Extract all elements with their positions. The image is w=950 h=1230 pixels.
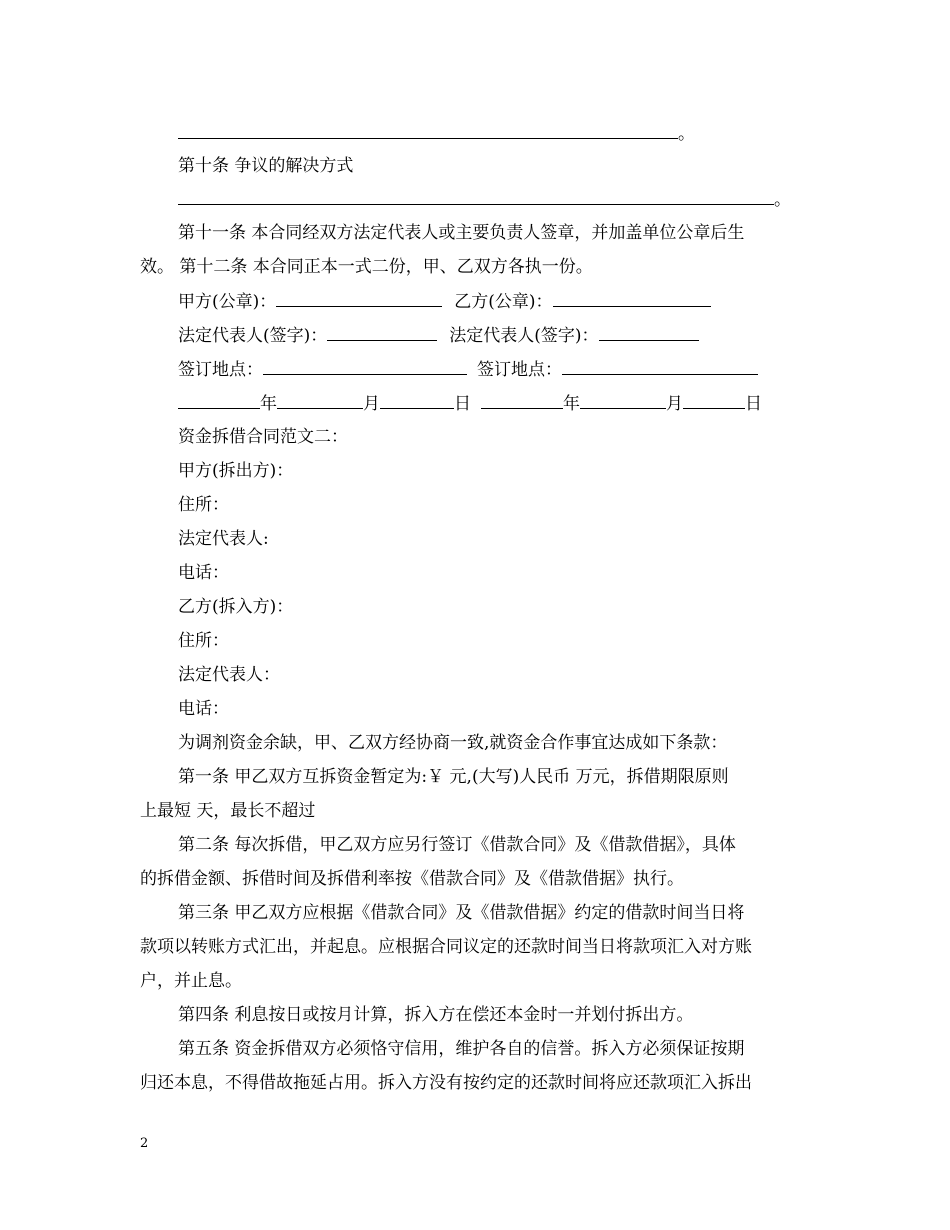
month-b-blank xyxy=(580,392,666,409)
article-2-line2: 的拆借金额、拆借时间及拆借利率按《借款合同》及《借款借据》执行。 xyxy=(140,869,684,889)
rep-b-label: 法定代表人(签字)： xyxy=(449,326,599,346)
party-b-seal-label: 乙方(公章)： xyxy=(454,292,553,312)
rep-a-label: 法定代表人(签字)： xyxy=(178,326,328,346)
blank-underline xyxy=(178,188,774,205)
party-b-borrower: 乙方(拆入方)： xyxy=(178,597,294,617)
party-a-seal-blank xyxy=(276,290,442,307)
article-10-end: 。 xyxy=(774,190,791,210)
phone-a: 电话： xyxy=(178,563,229,583)
party-b-seal-blank xyxy=(553,290,711,307)
article-11-line1: 第十一条 本合同经双方法定代表人或主要负责人签章，并加盖单位公章后生 xyxy=(178,223,745,243)
month-a-label: 月 xyxy=(363,394,380,414)
party-a-seal-label: 甲方(公章)： xyxy=(178,292,277,312)
article-1-line1: 第一条 甲乙双方互拆资金暂定为:￥ 元,(大写)人民币 万元，拆借期限原则 xyxy=(178,767,729,787)
article-3-line1: 第三条 甲乙双方应根据《借款合同》及《借款借据》约定的借款时间当日将 xyxy=(178,903,745,923)
article-1-line2: 上最短 天，最长不超过 xyxy=(140,801,316,821)
article-11-line2: 效。 第十二条 本合同正本一式二份，甲、乙双方各执一份。 xyxy=(140,257,593,277)
blank-underline xyxy=(178,122,678,139)
year-a-label: 年 xyxy=(260,394,277,414)
article-2-line1: 第二条 每次拆借，甲乙双方应另行签订《借款合同》及《借款借据》，具体 xyxy=(178,835,736,855)
blank-line-top xyxy=(178,122,695,145)
place-b-label: 签订地点： xyxy=(477,360,562,380)
rep-row xyxy=(178,324,699,347)
rep-a: 法定代表人: xyxy=(178,529,269,549)
day-b-label: 日 xyxy=(745,394,762,414)
article-4: 第四条 利息按日或按月计算，拆入方在偿还本金时一并划付拆出方。 xyxy=(178,1005,694,1025)
year-b-blank xyxy=(481,392,563,409)
phone-b: 电话： xyxy=(178,699,229,719)
article-3-line3: 户，并止息。 xyxy=(140,971,242,991)
page-number: 2 xyxy=(140,1136,149,1151)
rep-a-blank xyxy=(327,324,437,341)
article-10-blank xyxy=(178,188,791,211)
year-b-label: 年 xyxy=(563,394,580,414)
top-period: 。 xyxy=(678,124,695,144)
sample2-heading: 资金拆借合同范文二： xyxy=(178,427,348,447)
article-3-line2: 款项以转账方式汇出，并起息。应根据合同议定的还款时间当日将款项汇入对方账 xyxy=(140,937,752,957)
article-5-line1: 第五条 资金拆借双方必须恪守信用，维护各自的信誉。拆入方必须保证按期 xyxy=(178,1039,745,1059)
rep-b-blank xyxy=(599,324,699,341)
month-b-label: 月 xyxy=(666,394,683,414)
day-a-label: 日 xyxy=(454,394,471,414)
month-a-blank xyxy=(277,392,363,409)
day-a-blank xyxy=(380,392,454,409)
year-a-blank xyxy=(178,392,260,409)
rep-b: 法定代表人： xyxy=(178,665,280,685)
date-row xyxy=(178,392,762,415)
place-b-blank xyxy=(562,358,758,375)
article-5-line2: 归还本息，不得借故拖延占用。拆入方没有按约定的还款时间将应还款项汇入拆出 xyxy=(140,1073,752,1093)
place-a-label: 签订地点： xyxy=(178,360,263,380)
address-a: 住所： xyxy=(178,495,229,515)
place-row xyxy=(178,358,758,381)
day-b-blank xyxy=(683,392,745,409)
party-a-lender: 甲方(拆出方)： xyxy=(178,461,294,481)
intro-paragraph: 为调剂资金余缺，甲、乙双方经协商一致,就资金合作事宜达成如下条款： xyxy=(178,733,728,753)
article-10-title: 第十条 争议的解决方式 xyxy=(178,156,354,176)
seal-row xyxy=(178,290,711,313)
place-a-blank xyxy=(263,358,467,375)
address-b: 住所： xyxy=(178,631,229,651)
